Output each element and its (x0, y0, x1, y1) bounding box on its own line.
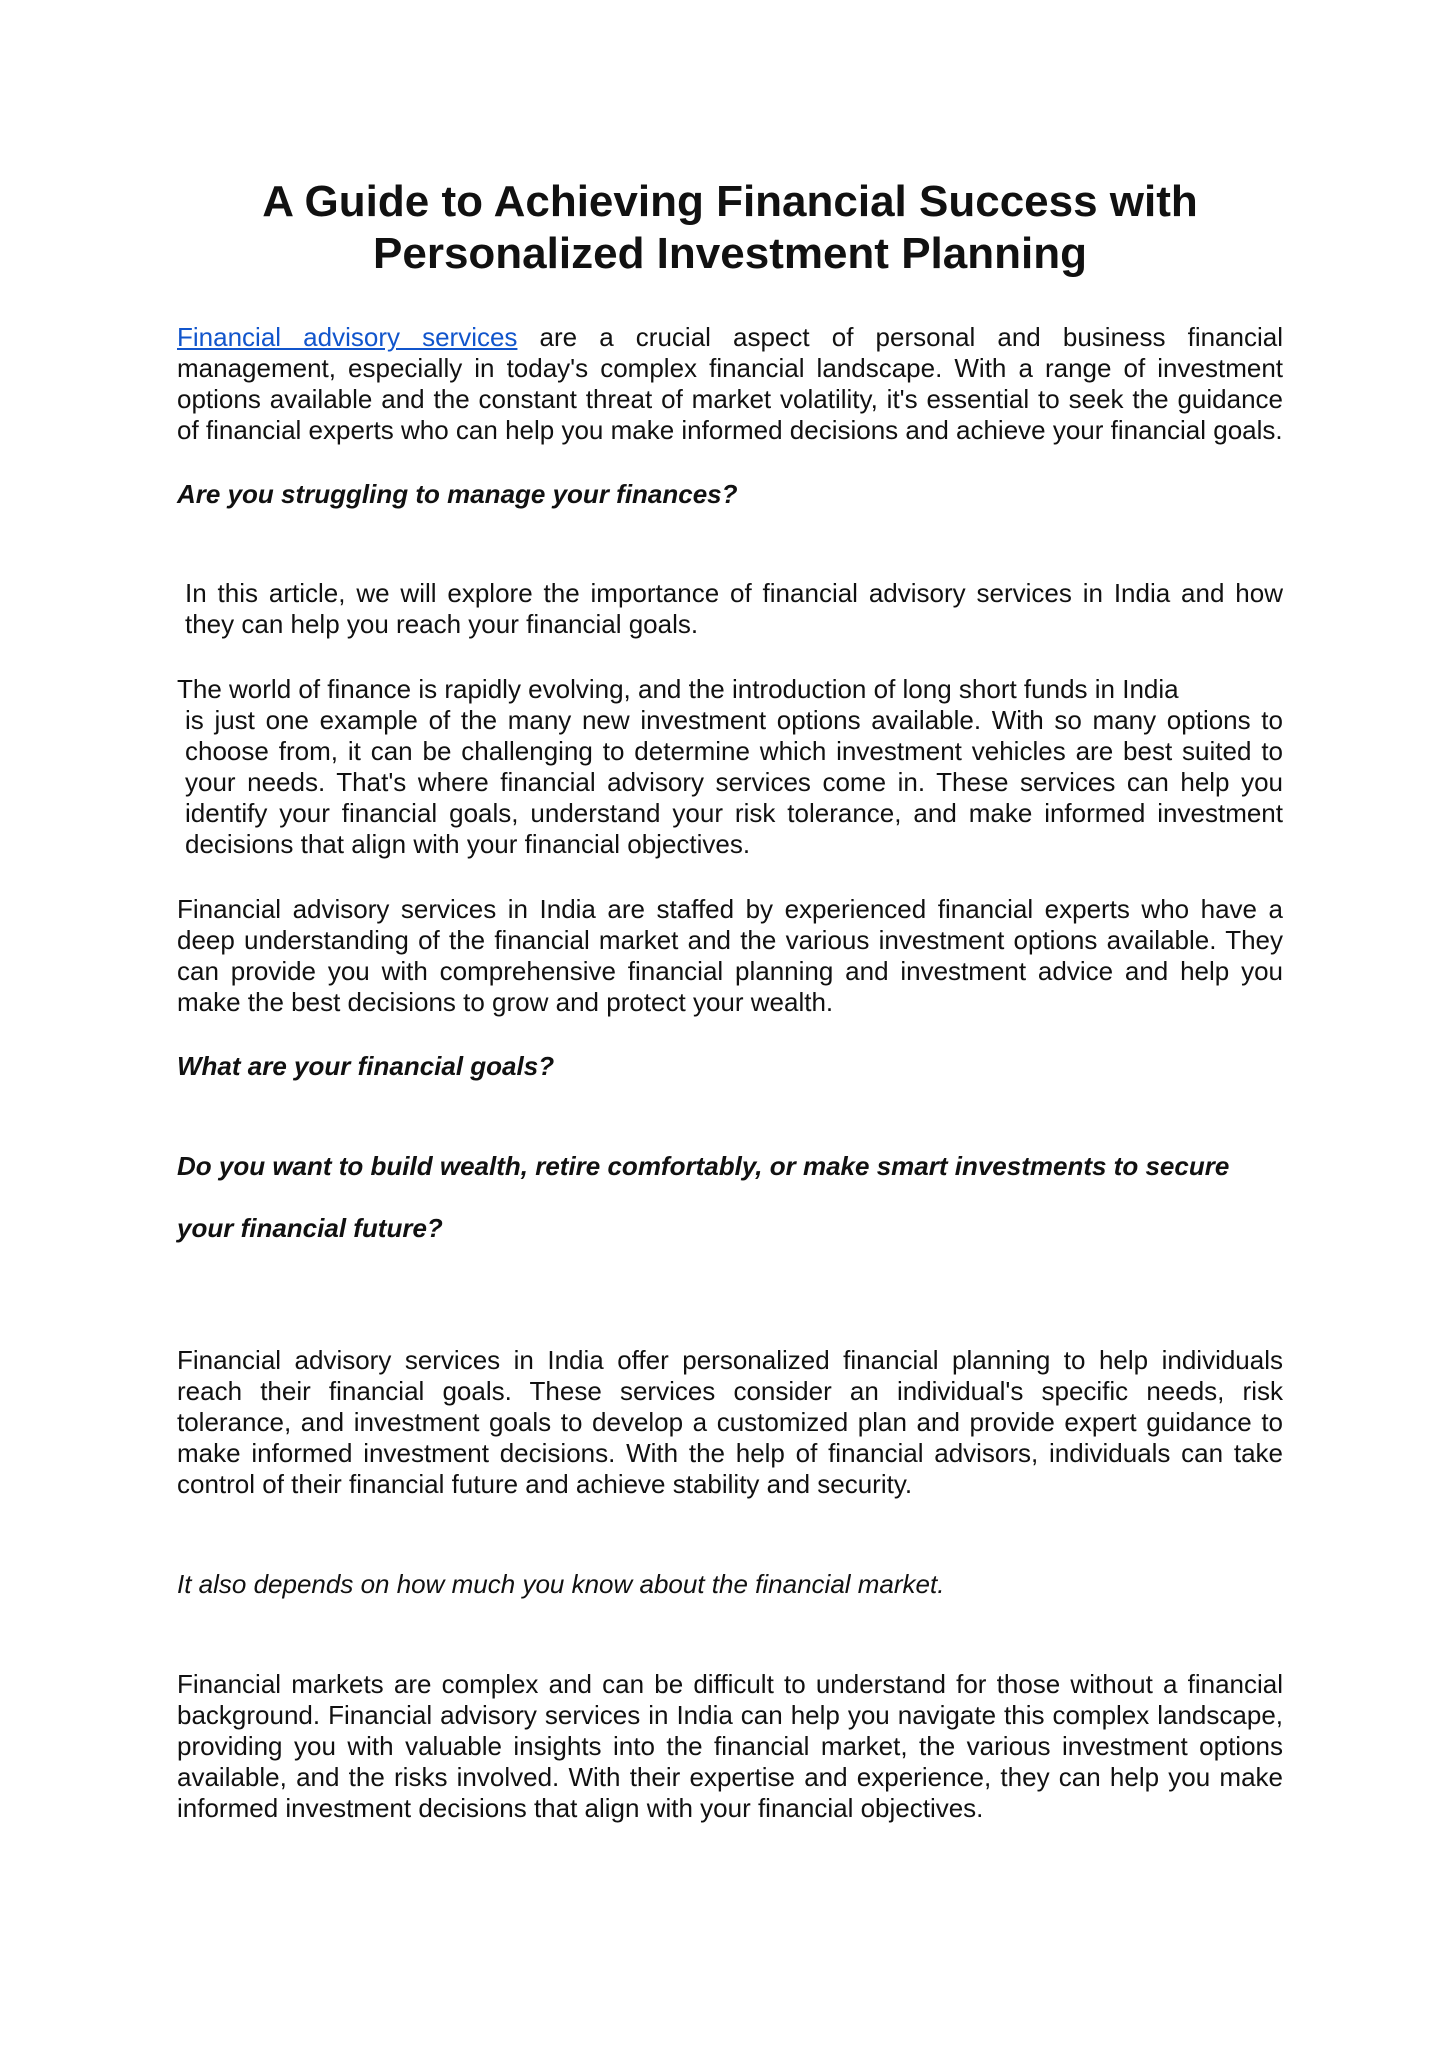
financial-advisory-services-link[interactable]: Financial advisory services (177, 322, 518, 352)
intro-paragraph-text: are a crucial aspect of personal and business financial management, especially in today's complex financial landscape. With a range of investment options available and the constant threat of market volatility, it's essential to seek the guidance of financial experts who can help you make informed decisions and achieve your financial goals. (177, 322, 1283, 445)
question-build-wealth (177, 1151, 1283, 1244)
finance-evolving-paragraph (177, 674, 1283, 860)
question-build-wealth-line-2: your financial future? (177, 1213, 443, 1243)
finance-evolving-line-1: The world of finance is rapidly evolving, and the introduction of long short funds in India (177, 674, 1179, 704)
page-title (177, 176, 1283, 280)
document-body (177, 176, 1283, 1824)
question-build-wealth-line-1: Do you want to build wealth, retire comfortably, or make smart investments to secure (177, 1151, 1230, 1181)
intro-paragraph (177, 322, 1283, 446)
personalized-planning-paragraph: Financial advisory services in India offer personalized financial planning to help individuals reach their financial goals. These services consider an individual's specific needs, risk tolerance, and investment goals to develop a customized plan and provide expert guidance to make informed investment decisions. With the help of financial advisors, individuals can take control of their financial future and achieve stability and security. (177, 1345, 1283, 1499)
market-knowledge-note: It also depends on how much you know about the financial market. (177, 1569, 945, 1599)
question-financial-goals: What are your financial goals? (177, 1051, 555, 1081)
title-line-2: Personalized Investment Planning (373, 229, 1087, 278)
advisory-experts-paragraph: Financial advisory services in India are staffed by experienced financial experts who have a deep understanding of the financial market and the various investment options available. They can provide you with comprehensive financial planning and investment advice and help you make the best decisions to grow and protect your wealth. (177, 894, 1283, 1017)
article-intro-paragraph: In this article, we will explore the importance of financial advisory services in India and how they can help you reach your financial goals. (185, 578, 1283, 639)
title-line-1: A Guide to Achieving Financial Success with (262, 177, 1198, 226)
finance-evolving-text: is just one example of the many new investment options available. With so many options to choose from, it can be challenging to determine which investment vehicles are best suited to your needs. That's where financial advisory services come in. These services can help you identify your financial goals, understand your risk tolerance, and make informed investment decisions that align with your financial objectives. (185, 705, 1283, 859)
question-struggling: Are you struggling to manage your finances? (177, 479, 738, 509)
complex-markets-paragraph: Financial markets are complex and can be difficult to understand for those without a financial background. Financial advisory services in India can help you navigate this complex landscape, providing you with valuable insights into the financial market, the various investment options available, and the risks involved. With their expertise and experience, they can help you make informed investment decisions that align with your financial objectives. (177, 1669, 1283, 1823)
